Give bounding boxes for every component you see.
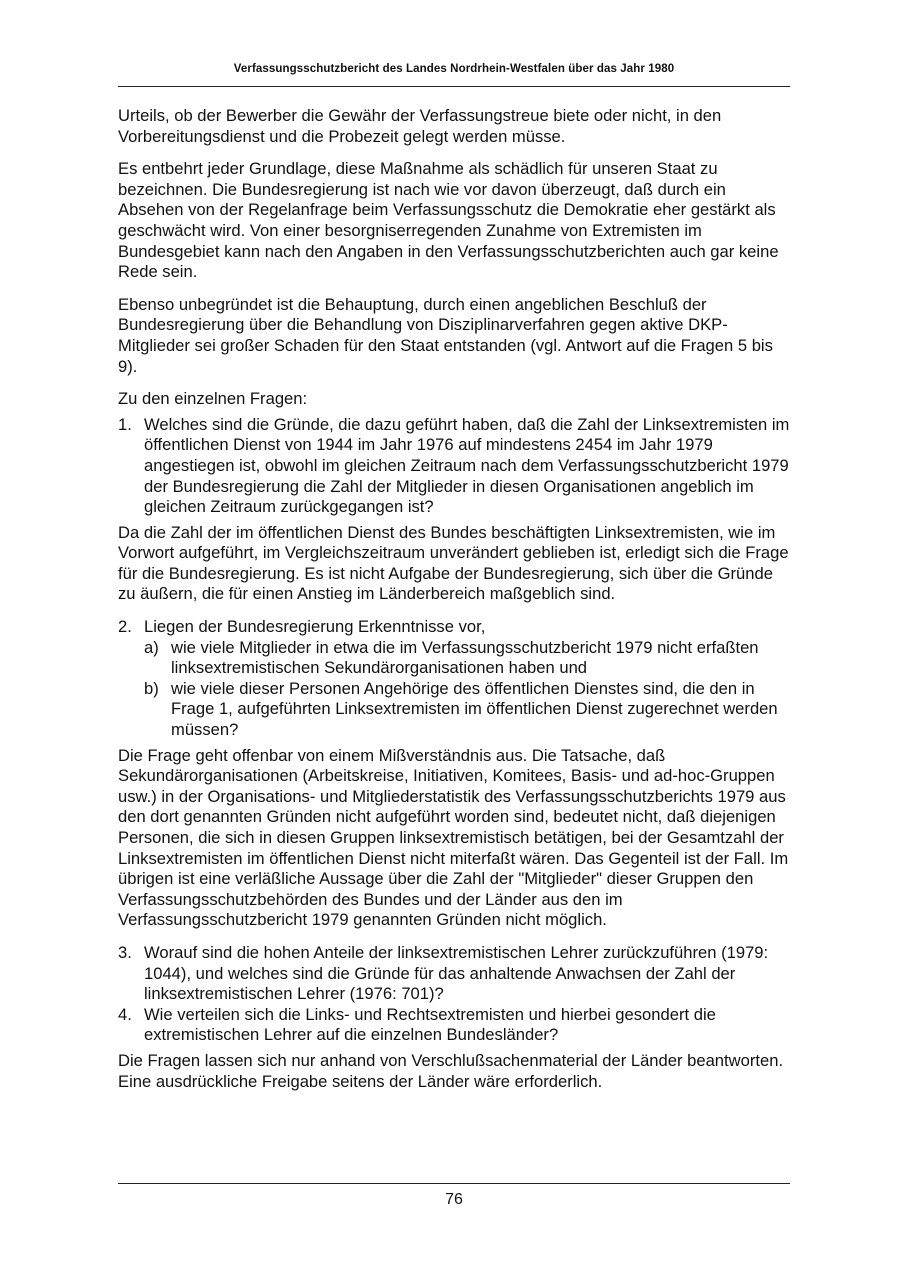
footer-rule <box>118 1183 790 1184</box>
question-text: Liegen der Bundesregierung Erkenntnisse vor, <box>144 617 486 637</box>
answer-3-4: Die Fragen lassen sich nur anhand von Verschlußsachenmaterial der Länder beantworten. Eine ausdrückliche Freigabe seitens der Länder wäre erforderlich. <box>118 1050 784 1091</box>
question-2 <box>118 617 790 741</box>
page-number: 76 <box>445 1191 463 1208</box>
answer-1: Da die Zahl der im öffentlichen Dienst des Bundes beschäftigten Linksextremisten, wie im Vorwort aufgeführt, im Vergleichszeitraum unverändert geblieben ist, erledigt sich die Frage für die Bundesregierung. Es ist nicht Aufgabe der Bundesregierung, sich über die Gründe zu äußern, die für einen Anstieg im Länderbereich maßgeblich sind. <box>118 522 789 604</box>
document-page <box>118 0 790 1273</box>
header-rule <box>118 86 790 87</box>
question-text: Welches sind die Gründe, die dazu geführt haben, daß die Zahl der Linksextremisten im öffentlichen Dienst von 1944 im Jahr 1976 auf mindestens 2454 im Jahr 1979 angestiegen ist, obwohl im gleichen Zeitraum nach dem Verfassungsschutzbericht 1979 der Bundesregierung die Zahl der Mitglieder in diesen Organisationen angeblich im gleichen Zeitraum zurückgegangen ist? <box>144 414 790 517</box>
document-body <box>118 106 790 1104</box>
paragraph-intro: Urteils, ob der Bewerber die Gewähr der Verfassungstreue biete oder nicht, in den Vorbereitungsdienst und die Probezeit gelegt werden müsse. <box>118 106 722 146</box>
paragraph-grundlage: Es entbehrt jeder Grundlage, diese Maßnahme als schädlich für unseren Staat zu bezeichnen. Die Bundesregierung ist nach wie vor davon überzeugt, daß durch ein Absehen von der Regelanfrage beim Verfassungsschutz die Demokratie eher gestärkt als geschwächt wird. Von einer besorgniserregenden Zunahme von Extremisten im Bundesgebiet kann nach den Angaben in den Verfassungsschutzberichten auch gar keine Rede sein. <box>118 159 779 282</box>
question-number: 2. <box>118 617 132 637</box>
question-number: 3. <box>118 942 132 962</box>
question-text: Wie verteilen sich die Links- und Rechtsextremisten und hierbei gesondert die extremistischen Lehrer auf die einzelnen Bundesländer? <box>144 1004 716 1045</box>
running-header: Verfassungsschutzbericht des Landes Nordrhein-Westfalen über das Jahr 1980 <box>233 63 675 75</box>
question-number: 1. <box>118 414 132 434</box>
sub-question-b <box>144 679 790 741</box>
paragraph-fragen-heading: Zu den einzelnen Fragen: <box>118 389 308 409</box>
question-3 <box>118 943 790 1005</box>
question-number: 4. <box>118 1004 132 1024</box>
sub-question-text: wie viele dieser Personen Angehörige des öffentlichen Dienstes sind, die den in Frage 1, aufgeführten Linksextremisten im öffentlichen Dienst zugerechnet werden müssen? <box>171 678 778 740</box>
sub-question-text: wie viele Mitglieder in etwa die im Verfassungsschutzbericht 1979 nicht erfaßten linksextremistischen Sekundärorganisationen haben und <box>171 637 759 678</box>
sub-question-label: a) <box>144 637 159 657</box>
question-1 <box>118 415 790 518</box>
sub-question-label: b) <box>144 678 159 698</box>
answer-2: Die Frage geht offenbar von einem Mißverständnis aus. Die Tatsache, daß Sekundärorganisationen (Arbeitskreise, Initiativen, Komitees, Basis- und ad-hoc-Gruppen usw.) in der Organisations- und Mitgliederstatistik des Verfassungsschutzberichts 1979 aus den dort genannten Gründen nicht aufgeführt worden sind, bedeutet nicht, daß diejenigen Personen, die sich in diesen Gruppen linksextremistisch betätigen, bei der Gesamtzahl der Linksextremisten im öffentlichen Dienst nicht miterfaßt wären. Das Gegenteil ist der Fall. Im übrigen ist eine verläßliche Aussage über die Zahl der "Mitglieder" dieser Gruppen den Verfassungsschutzbehörden des Bundes und der Länder aus den im Verfassungsschutzbericht 1979 genannten Gründen nicht möglich. <box>118 745 789 930</box>
question-text: Worauf sind die hohen Anteile der linksextremistischen Lehrer zurückzuführen (1979: 1044), und welches sind die Gründe für das anhaltende Anwachsen der Zahl der linksextremistischen Lehrer (1976: 701)? <box>144 942 769 1004</box>
question-4 <box>118 1005 790 1046</box>
sub-question-a <box>144 638 790 679</box>
paragraph-ebenso: Ebenso unbegründet ist die Behauptung, durch einen angeblichen Beschluß der Bundesregierung über die Behandlung von Disziplinarverfahren gegen aktive DKP-Mitglieder sei großer Schaden für den Staat entstanden (vgl. Antwort auf die Fragen 5 bis 9). <box>118 294 773 376</box>
